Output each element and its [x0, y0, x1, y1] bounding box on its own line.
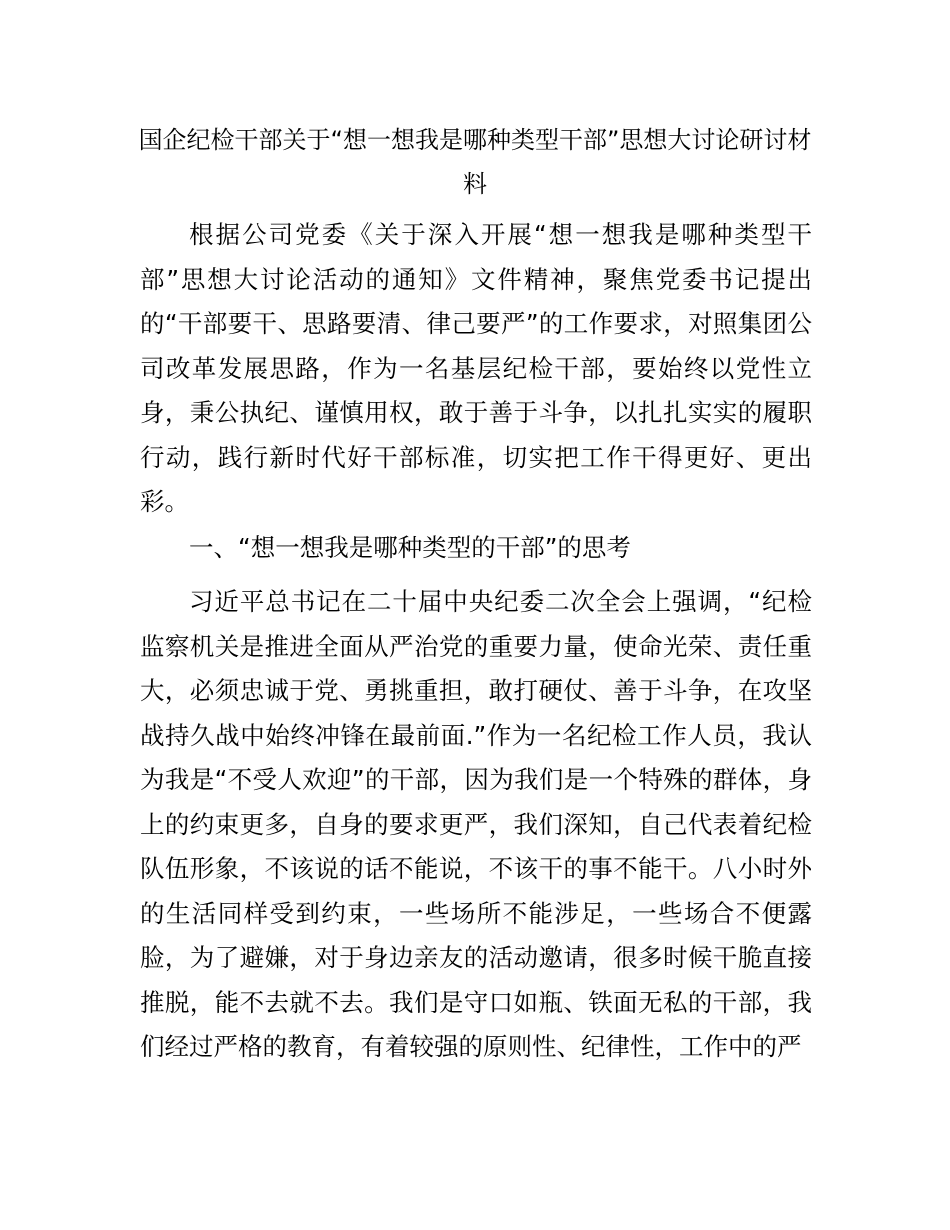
body-paragraph: 习近平总书记在二十届中央纪委二次全会上强调，“纪检监察机关是推进全面从严治党的重要力量，使命光荣、责任重大，必须忠诚于党、勇挑重担，敢打硬仗、善于斗争，在攻坚战持久战中始终冲锋在最前面.”作为一名纪检工作人员，我认为我是“不受人欢迎”的干部，因为我们是一个特殊的群体，身上的约束更多，自身的要求更严，我们深知，自己代表着纪检队伍形象，不该说的话不能说，不该干的事不能干。八小时外的生活同样受到约束，一些场所不能涉足，一些场合不便露脸，为了避嫌，对于身边亲友的活动邀请，很多时候干脆直接推脱，能不去就不去。我们是守口如瓶、铁面无私的干部，我们经过严格的教育，有着较强的原则性、纪律性，工作中的严	[140, 587, 812, 1061]
body-paragraph: 根据公司党委《关于深入开展“想一想我是哪种类型干部”思想大讨论活动的通知》文件精神，聚焦党委书记提出的“干部要干、思路要清、律己要严”的工作要求，对照集团公司改革发展思路，作为一名基层纪检干部，要始终以党性立身，秉公执纪、谨慎用权，敢于善于斗争，以扎扎实实的履职行动，践行新时代好干部标准，切实把工作干得更好、更出彩。	[140, 220, 812, 516]
section-heading: 一、“想一想我是哪种类型的干部”的思考	[189, 533, 631, 562]
document-title: 国企纪检干部关于“想一想我是哪种类型干部”思想大讨论研讨材料	[138, 126, 812, 198]
